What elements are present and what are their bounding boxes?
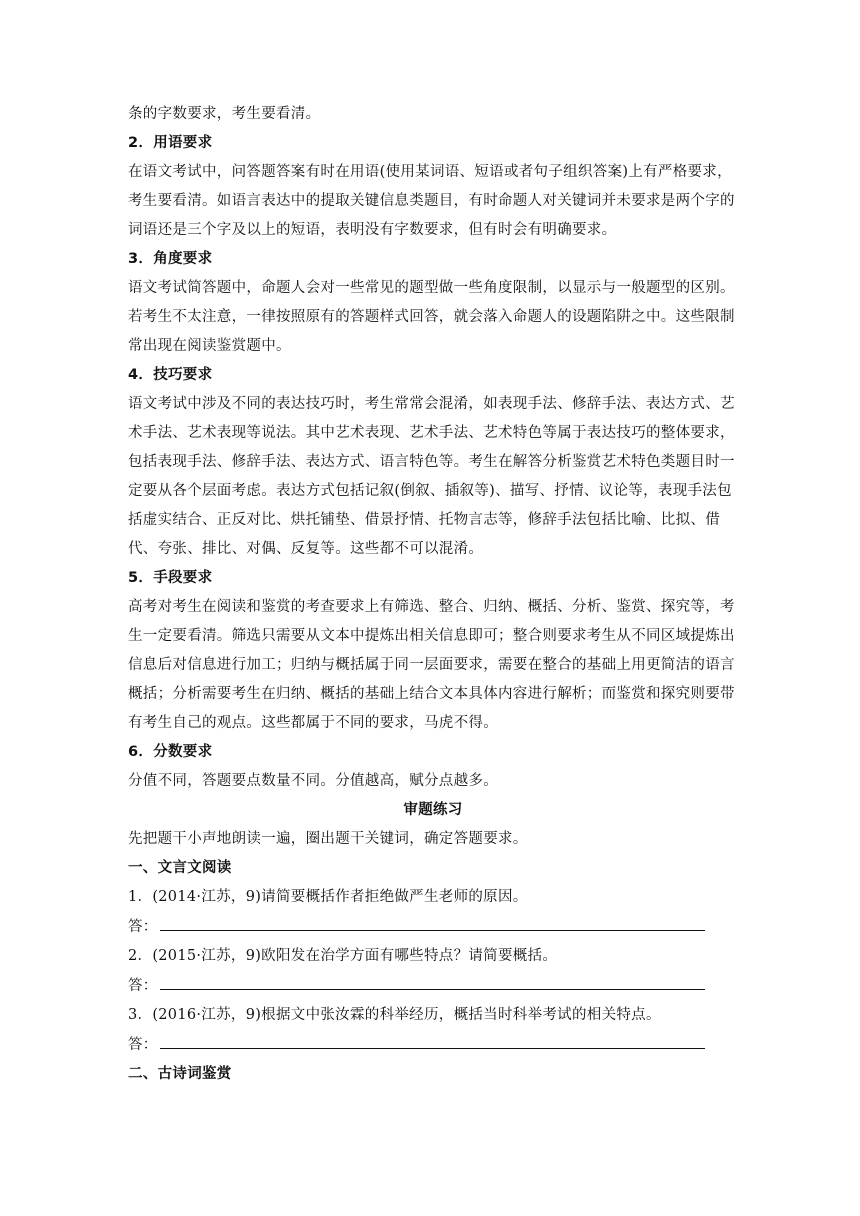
paragraph-continuation: 条的字数要求，考生要看清。 bbox=[128, 106, 321, 122]
paragraph-technique-requirement: 语文考试中涉及不同的表达技巧时，考生常常会混淆，如表现手法、修辞手法、表达方式、艺术手法、艺术表现等说法。其中艺术表现、艺术手法、艺术特色等属于表达技巧的整体要求，包括表现手法、修辞手法、表达方式、语言特色等。考生在解答分析鉴赏艺术特色类题目时一定要从各个层面考虑。表达方式包括记叙(倒叙、插叙等)、描写、抒情、议论等，表现手法包括虚实结合、正反对比、烘托铺垫、借景抒情、托物言志等，修辞手法包括比喻、比拟、借代、夸张、排比、对偶、反复等。这些都不可以混淆。 bbox=[128, 396, 735, 557]
answer-label: 答： bbox=[128, 978, 158, 994]
heading-angle-requirement: 3．角度要求 bbox=[128, 251, 213, 267]
heading-score-requirement: 6．分数要求 bbox=[128, 744, 213, 760]
answer-label: 答： bbox=[128, 919, 158, 935]
practice-intro: 先把题干小声地朗读一遍，圈出题干关键词，确定答题要求。 bbox=[128, 831, 528, 847]
question-3: 3．(2016·江苏，9)根据文中张汝霖的科举经历，概括当时科举考试的相关特点。 bbox=[128, 1007, 661, 1023]
practice-title: 审题练习 bbox=[403, 802, 463, 818]
paragraph-method-requirement: 高考对考生在阅读和鉴赏的考查要求上有筛选、整合、归纳、概括、分析、鉴赏、探究等，考生一定要看清。筛选只需要从文本中提炼出相关信息即可；整合则要求考生从不同区域提炼出信息后对信息进行加工；归纳与概括属于同一层面要求，需要在整合的基础上用更简洁的语言概括；分析需要考生在归纳、概括的基础上结合文本具体内容进行解析；而鉴赏和探究则要带有考生自己的观点。这些都属于不同的要求，马虎不得。 bbox=[128, 599, 735, 731]
paragraph-wording-requirement: 在语文考试中，问答题答案有时在用语(使用某词语、短语或者句子组织答案)上有严格要求，考生要看清。如语言表达中的提取关键信息类题目，有时命题人对关键词并未要求是两个字的词语还是三个字及以上的短语，表明没有字数要求，但有时会有明确要求。 bbox=[128, 164, 735, 238]
answer-blank[interactable] bbox=[160, 1030, 705, 1049]
section-classical-reading: 一、文言文阅读 bbox=[128, 860, 232, 876]
paragraph-score-requirement: 分值不同，答题要点数量不同。分值越高，赋分点越多。 bbox=[128, 773, 498, 789]
answer-line-2[interactable] bbox=[128, 971, 738, 1001]
paragraph-angle-requirement: 语文考试简答题中，命题人会对一些常见的题型做一些角度限制，以显示与一般题型的区别。若考生不太注意，一律按照原有的答题样式回答，就会落入命题人的设题陷阱之中。这些限制常出现在阅读鉴赏题中。 bbox=[128, 280, 735, 354]
document-page bbox=[128, 100, 738, 1089]
heading-method-requirement: 5．手段要求 bbox=[128, 570, 213, 586]
answer-blank[interactable] bbox=[160, 912, 705, 931]
answer-line-1[interactable] bbox=[128, 912, 738, 942]
answer-label: 答： bbox=[128, 1037, 158, 1053]
question-1: 1．(2014·江苏，9)请简要概括作者拒绝做严生老师的原因。 bbox=[128, 889, 528, 905]
section-poetry-appreciation: 二、古诗词鉴赏 bbox=[128, 1066, 232, 1082]
question-2: 2．(2015·江苏，9)欧阳发在治学方面有哪些特点？请简要概括。 bbox=[128, 948, 558, 964]
answer-blank[interactable] bbox=[160, 971, 705, 990]
heading-wording-requirement: 2．用语要求 bbox=[128, 135, 213, 151]
heading-technique-requirement: 4．技巧要求 bbox=[128, 367, 213, 383]
answer-line-3[interactable] bbox=[128, 1030, 738, 1060]
